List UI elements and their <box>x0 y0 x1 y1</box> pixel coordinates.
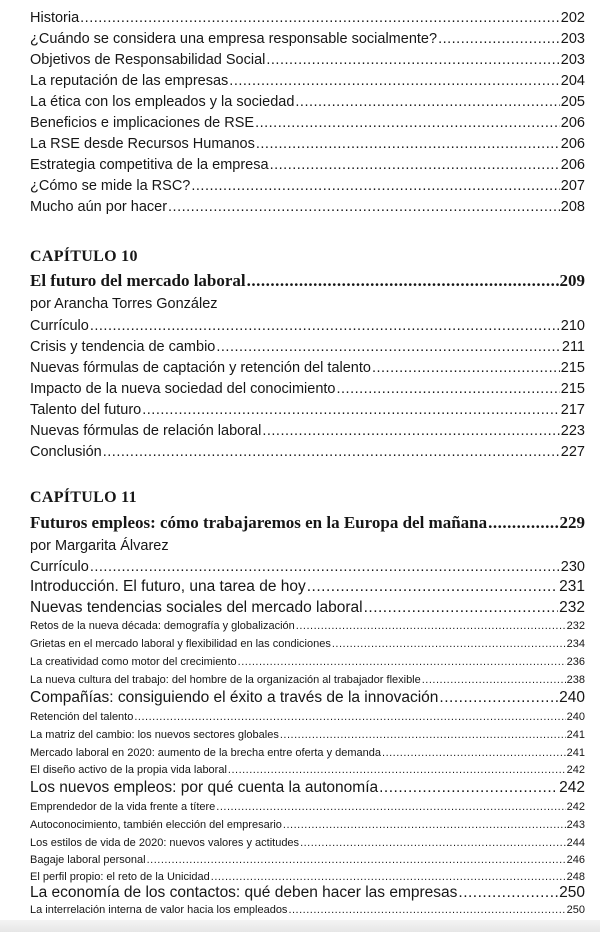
toc-entry <box>30 113 585 133</box>
toc-entry-title: Nuevas tendencias sociales del mercado laboral <box>30 599 363 616</box>
leader-dots <box>90 316 560 336</box>
leader-dots <box>80 8 560 28</box>
leader-dots <box>280 728 566 742</box>
toc-subentry <box>30 870 585 884</box>
page-bottom-edge <box>0 920 600 932</box>
toc-subentry <box>30 818 585 832</box>
toc-entry-page: 232 <box>559 599 585 616</box>
leader-dots <box>256 134 560 154</box>
toc-entry-title: Nuevas fórmulas de relación laboral <box>30 423 262 439</box>
toc-entry-page: 227 <box>560 444 585 460</box>
leader-dots <box>283 818 566 832</box>
toc-entry-page: 203 <box>560 52 585 68</box>
toc-entry-title: Mucho aún por hacer <box>30 199 168 215</box>
toc-entry-title: Autoconocimiento, también elección del empresario <box>30 819 282 831</box>
toc-entry-title: Historia <box>30 10 80 26</box>
toc-entry-title: Impacto de la nueva sociedad del conocimiento <box>30 381 336 397</box>
toc-entry-page: 206 <box>560 136 585 152</box>
leader-dots <box>364 598 559 618</box>
toc-entry-page: 206 <box>560 115 585 131</box>
leader-dots <box>238 655 566 669</box>
toc-entry-page: 215 <box>560 360 585 376</box>
toc-entry-page: 250 <box>566 904 585 916</box>
toc-subentry <box>30 728 585 742</box>
toc-entry <box>30 421 585 441</box>
leader-dots <box>228 763 566 777</box>
toc-entry-page: 208 <box>560 199 585 215</box>
toc-subentry <box>30 763 585 777</box>
toc-entry-title: Los estilos de vida de 2020: nuevos valores y actitudes <box>30 837 300 849</box>
toc-entry <box>30 598 585 618</box>
toc-entry-title: Conclusión <box>30 444 102 460</box>
toc-entry-page: 240 <box>559 689 585 706</box>
toc-entry-page: 211 <box>561 339 585 355</box>
leader-dots <box>307 577 558 597</box>
toc-entry-page: 210 <box>560 318 585 334</box>
toc-entry-title: Compañías: consiguiendo el éxito a través de la innovación <box>30 689 439 706</box>
toc-entry-title: Mercado laboral en 2020: aumento de la brecha entre oferta y demanda <box>30 747 382 759</box>
toc-entry-title: La reputación de las empresas <box>30 73 229 89</box>
toc-entry-title: El perfil propio: el reto de la Unicidad <box>30 871 210 883</box>
toc-subentry <box>30 746 585 760</box>
toc-entry-page: 241 <box>566 747 585 759</box>
toc-entry-page: 246 <box>566 854 585 866</box>
toc-entry-page: 241 <box>566 729 585 741</box>
leader-dots <box>247 270 559 292</box>
leader-dots <box>216 337 561 357</box>
toc-entry-page: 230 <box>560 559 585 575</box>
toc-entry-title: Grietas en el mercado laboral y flexibilidad en las condiciones <box>30 638 331 650</box>
toc-entry-title: Bagaje laboral personal <box>30 854 146 866</box>
toc-subentry <box>30 619 585 633</box>
toc-entry-title: Retos de la nueva década: demografía y globalización <box>30 620 295 632</box>
leader-dots <box>191 176 559 196</box>
toc-entry-page: 207 <box>560 178 585 194</box>
toc-entry <box>30 134 585 154</box>
toc-entry-title: Introducción. El futuro, una tarea de hoy <box>30 578 306 595</box>
leader-dots <box>295 92 559 112</box>
toc-entry-title: Currículo <box>30 559 89 575</box>
toc-entry-page: 232 <box>566 620 585 632</box>
toc-entry-title: Los nuevos empleos: por qué cuenta la autonomía <box>30 779 379 796</box>
leader-dots <box>262 421 559 441</box>
toc-subentry <box>30 655 585 669</box>
toc-entry-page: 236 <box>566 656 585 668</box>
chapter-heading: CAPÍTULO 10 <box>30 248 138 265</box>
chapter-page: 229 <box>559 513 585 532</box>
toc-entry <box>30 557 585 577</box>
leader-dots <box>438 29 560 49</box>
toc-entry-page: 206 <box>560 157 585 173</box>
toc-entry-title: Estrategia competitiva de la empresa <box>30 157 269 173</box>
toc-entry-page: 205 <box>560 94 585 110</box>
leader-dots <box>229 71 560 91</box>
leader-dots <box>90 557 560 577</box>
leader-dots <box>211 870 566 884</box>
toc-entry <box>30 778 585 798</box>
toc-entry-title: La interrelación interna de valor hacia los empleados <box>30 904 288 916</box>
toc-entry-page: 243 <box>566 819 585 831</box>
toc-entry <box>30 316 585 336</box>
toc-entry-title: La creatividad como motor del crecimiento <box>30 656 237 668</box>
toc-entry <box>30 883 585 903</box>
toc-entry-page: 244 <box>566 837 585 849</box>
chapter-title-entry <box>30 270 585 292</box>
leader-dots <box>337 379 560 399</box>
toc-entry <box>30 197 585 217</box>
toc-entry-title: La ética con los empleados y la sociedad <box>30 94 295 110</box>
toc-entry-page: 202 <box>560 10 585 26</box>
toc-subentry <box>30 836 585 850</box>
toc-entry <box>30 688 585 708</box>
toc-entry <box>30 577 585 597</box>
chapter-title: Futuros empleos: cómo trabajaremos en la Europa del mañana <box>30 513 488 532</box>
toc-subentry <box>30 903 585 917</box>
leader-dots <box>168 197 560 217</box>
toc-entry <box>30 442 585 462</box>
chapter-author: por Margarita Álvarez <box>30 538 169 554</box>
toc-subentry <box>30 710 585 724</box>
leader-dots <box>382 746 566 760</box>
leader-dots <box>300 836 566 850</box>
toc-entry-page: 234 <box>566 638 585 650</box>
leader-dots <box>270 155 560 175</box>
leader-dots <box>422 673 566 687</box>
toc-entry-page: 203 <box>560 31 585 47</box>
chapter-title-entry <box>30 512 585 534</box>
leader-dots <box>266 50 559 70</box>
toc-entry-title: La nueva cultura del trabajo: del hombre de la organización al trabajador flexible <box>30 674 421 686</box>
chapter-title: El futuro del mercado laboral <box>30 271 246 290</box>
leader-dots <box>216 800 565 814</box>
leader-dots <box>147 853 566 867</box>
toc-entry <box>30 176 585 196</box>
toc-entry-title: La economía de los contactos: qué deben hacer las empresas <box>30 884 458 901</box>
chapter-page: 209 <box>559 271 585 290</box>
toc-entry-page: 248 <box>566 871 585 883</box>
toc-entry-page: 242 <box>559 779 585 796</box>
toc-entry-title: Currículo <box>30 318 89 334</box>
leader-dots <box>379 778 558 798</box>
toc-subentry <box>30 800 585 814</box>
toc-entry-title: Retención del talento <box>30 711 134 723</box>
leader-dots <box>255 113 560 133</box>
toc-entry-page: 250 <box>559 884 585 901</box>
leader-dots <box>332 637 566 651</box>
leader-dots <box>142 400 560 420</box>
toc-entry-page: 231 <box>559 578 585 595</box>
leader-dots <box>288 903 565 917</box>
toc-entry <box>30 155 585 175</box>
toc-subentry <box>30 673 585 687</box>
toc-entry-title: Talento del futuro <box>30 402 142 418</box>
toc-entry-title: ¿Cuándo se considera una empresa responsable socialmente? <box>30 31 438 47</box>
toc-entry <box>30 337 585 357</box>
leader-dots <box>372 358 560 378</box>
toc-entry-title: Nuevas fórmulas de captación y retención del talento <box>30 360 371 376</box>
chapter-heading: CAPÍTULO 11 <box>30 489 137 506</box>
toc-entry-page: 238 <box>566 674 585 686</box>
toc-entry <box>30 92 585 112</box>
toc-entry-page: 215 <box>560 381 585 397</box>
toc-entry <box>30 50 585 70</box>
chapter-author: por Arancha Torres González <box>30 296 218 312</box>
toc-entry <box>30 71 585 91</box>
toc-entry-title: Objetivos de Responsabilidad Social <box>30 52 266 68</box>
toc-entry-page: 217 <box>560 402 585 418</box>
toc-subentry <box>30 637 585 651</box>
toc-entry <box>30 29 585 49</box>
toc-entry-page: 240 <box>566 711 585 723</box>
toc-entry <box>30 379 585 399</box>
toc-entry <box>30 400 585 420</box>
toc-entry <box>30 358 585 378</box>
toc-entry-title: Emprendedor de la vida frente a títere <box>30 801 216 813</box>
toc-entry-page: 242 <box>566 764 585 776</box>
toc-entry-page: 242 <box>566 801 585 813</box>
toc-subentry <box>30 853 585 867</box>
leader-dots <box>458 883 558 903</box>
toc-entry-title: La RSE desde Recursos Humanos <box>30 136 255 152</box>
toc-entry <box>30 8 585 28</box>
toc-entry-title: El diseño activo de la propia vida laboral <box>30 764 227 776</box>
leader-dots <box>103 442 560 462</box>
leader-dots <box>296 619 566 633</box>
toc-entry-page: 204 <box>560 73 585 89</box>
leader-dots <box>488 512 558 534</box>
leader-dots <box>439 688 558 708</box>
toc-entry-title: Crisis y tendencia de cambio <box>30 339 216 355</box>
toc-entry-title: La matriz del cambio: los nuevos sectores globales <box>30 729 279 741</box>
leader-dots <box>134 710 565 724</box>
toc-entry-title: ¿Cómo se mide la RSC? <box>30 178 191 194</box>
toc-entry-title: Beneficios e implicaciones de RSE <box>30 115 255 131</box>
toc-entry-page: 223 <box>560 423 585 439</box>
